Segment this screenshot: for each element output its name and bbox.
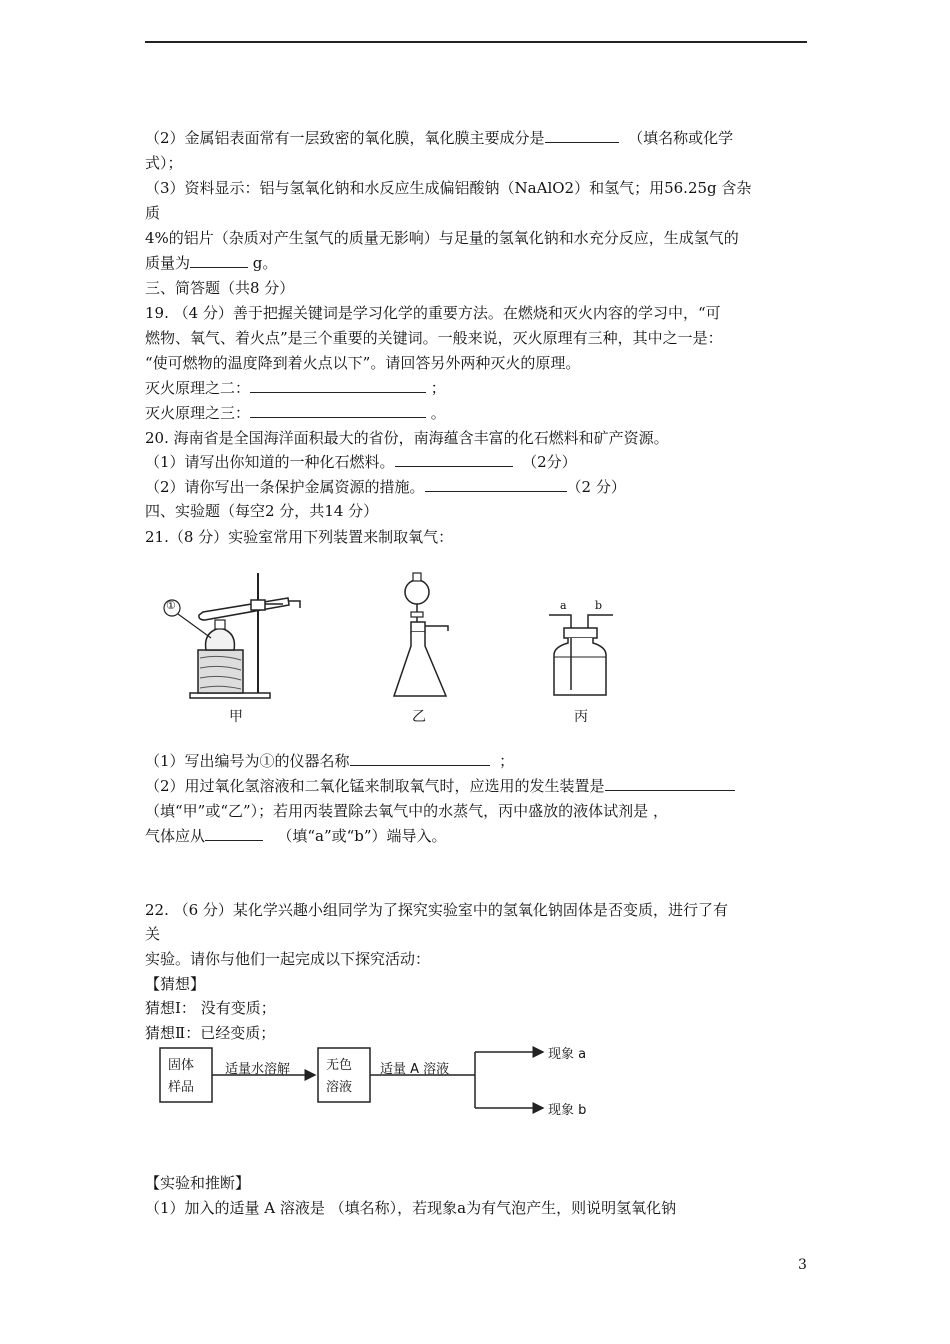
bing-label-a: a bbox=[560, 599, 567, 612]
q19-line1: 19. （4 分）善于把握关键词是学习化学的重要方法。在燃烧和灭火内容的学习中，“可 bbox=[145, 304, 721, 322]
q22-line3: 实验。请你与他们一起完成以下探究活动： bbox=[145, 950, 431, 968]
apparatus-jia bbox=[158, 568, 308, 703]
q19-line2: 燃物、氧气、着火点”是三个重要的关键词。一般来说，灭火原理有三种，其中之一是： bbox=[145, 329, 723, 347]
q21-p2-inlet-blank[interactable] bbox=[205, 826, 263, 841]
q21-p1-blank[interactable] bbox=[350, 751, 490, 766]
q22-line1: 22. （6 分）某化学兴趣小组同学为了探究实验室中的氢氧化钠固体是否变质，进行了有 bbox=[145, 901, 728, 919]
q18-p2-blank[interactable] bbox=[545, 128, 619, 143]
q19-a2-end: ； bbox=[430, 379, 446, 397]
q21-part2-line2: （填“甲”或“乙”）；若用丙装置除去氧气中的水蒸气，丙中盛放的液体试剂是 ， bbox=[145, 802, 668, 820]
q19-a2-blank[interactable] bbox=[250, 378, 426, 393]
q22-guess1: 猜想I： 没有变质； bbox=[145, 999, 276, 1017]
q20-p1-score: （2分） bbox=[522, 453, 577, 471]
flow-diagram bbox=[150, 1040, 610, 1120]
apparatus-jia-drawing bbox=[158, 568, 308, 703]
q19-line3: “使可燃物的温度降到着火点以下”。请回答另外两种灭火的原理。 bbox=[145, 354, 581, 372]
q18-p3-text: （3）资料显示：铝与氢氧化钠和水反应生成偏铝酸钠（NaAlO2）和氢气；用56.25g 含杂 bbox=[145, 179, 752, 197]
q18-p3-wrap: 质 bbox=[145, 204, 161, 222]
q18-part3-line3 bbox=[145, 228, 739, 248]
q18-part2-line2 bbox=[145, 153, 183, 173]
q21-part2-line3 bbox=[145, 826, 447, 846]
q19-a3-blank[interactable] bbox=[250, 403, 426, 418]
q18-part3-line4 bbox=[145, 253, 277, 273]
header-rule bbox=[145, 41, 807, 43]
q20-p1-blank[interactable] bbox=[395, 452, 513, 467]
q22-exp1: （1）加入的适量 A 溶液是 （填名称），若现象a为有气泡产生，则说明氢氧化钠 bbox=[145, 1199, 677, 1217]
q21-p1-text: （1）写出编号为①的仪器名称 bbox=[145, 752, 350, 770]
jia-marker: ① bbox=[166, 599, 176, 612]
caption-jia: 甲 bbox=[229, 709, 243, 725]
q20-line1: 20. 海南省是全国海洋面积最大的省份，南海蕴含丰富的化石燃料和矿产资源。 bbox=[145, 429, 669, 447]
q21-p1-end: ； bbox=[499, 752, 515, 770]
flow-box2-l1: 无色 bbox=[326, 1058, 353, 1073]
q22-guess2: 猜想Ⅱ：已经变质； bbox=[145, 1024, 276, 1042]
apparatus-bing-drawing bbox=[540, 595, 625, 700]
q21-p2-prefix: 气体应从 bbox=[145, 827, 206, 845]
flow-diagram-drawing bbox=[150, 1040, 610, 1120]
q20-p1-text: （1）请写出你知道的一种化石燃料。 bbox=[145, 453, 395, 471]
q21-p2-suffix: （填“a”或“b”）端导入。 bbox=[277, 827, 447, 845]
q19-a3-end: 。 bbox=[430, 404, 446, 422]
q18-p2-text: （2）金属铝表面常有一层致密的氧化膜，氧化膜主要成分是 bbox=[145, 129, 545, 147]
q21-part1 bbox=[145, 751, 514, 771]
q19-answer3 bbox=[145, 403, 446, 423]
q18-p3-prefix: 质量为 bbox=[145, 254, 191, 272]
q18-part2-line1 bbox=[145, 128, 733, 148]
q18-part3-line1 bbox=[145, 178, 751, 198]
q19-a3-label: 灭火原理之三： bbox=[145, 404, 251, 422]
q20-part2 bbox=[145, 477, 626, 497]
apparatus-yi bbox=[384, 568, 464, 703]
q21-p2-blank[interactable] bbox=[605, 776, 735, 791]
q18-p3-text2: 4%的铝片（杂质对产生氢气的质量无影响）与足量的氢氧化钠和水充分反应，生成氢气的 bbox=[145, 229, 739, 247]
caption-bing: 丙 bbox=[574, 709, 588, 725]
q19-answer2 bbox=[145, 378, 446, 398]
flow-result-b: 现象 b bbox=[548, 1103, 587, 1118]
q20-p2-blank[interactable] bbox=[425, 477, 567, 492]
q22-guess-heading: 【猜想】 bbox=[145, 975, 206, 993]
q21-p2-text: （2）用过氧化氢溶液和二氧化锰来制取氧气时，应选用的发生装置是 bbox=[145, 777, 605, 795]
q21-line1: 21.（8 分）实验室常用下列装置来制取氧气： bbox=[145, 528, 454, 546]
q20-part1 bbox=[145, 452, 577, 472]
q18-p2-hint: （填名称或化学 bbox=[628, 129, 734, 147]
flow-box2-l2: 溶液 bbox=[326, 1080, 353, 1095]
q22-exp-heading: 【实验和推断】 bbox=[145, 1174, 251, 1192]
q18-p2-end: 式）； bbox=[145, 154, 183, 172]
q21-part2-line1 bbox=[145, 776, 735, 796]
q20-p2-score: （2 分） bbox=[566, 478, 626, 496]
flow-arrow2-label: 适量 A 溶液 bbox=[380, 1062, 450, 1077]
q22-line2: 关 bbox=[145, 925, 161, 943]
q20-p2-text: （2）请你写出一条保护金属资源的措施。 bbox=[145, 478, 425, 496]
apparatus-yi-drawing bbox=[384, 568, 464, 703]
q18-p3-unit: g。 bbox=[252, 254, 278, 272]
q18-part3-line2 bbox=[145, 203, 160, 223]
section4-title: 四、实验题（每空2 分，共14 分） bbox=[145, 502, 379, 520]
section3-title: 三、简答题（共8 分） bbox=[145, 279, 295, 297]
flow-arrow1-label: 适量水溶解 bbox=[225, 1062, 291, 1077]
flow-box1-l1: 固体 bbox=[168, 1058, 195, 1073]
q19-a2-label: 灭火原理之二： bbox=[145, 379, 251, 397]
flow-result-a: 现象 a bbox=[548, 1047, 587, 1062]
q18-p3-blank[interactable] bbox=[190, 253, 248, 268]
page-number: 3 bbox=[798, 1257, 807, 1273]
apparatus-bing bbox=[540, 595, 625, 700]
flow-box1-l2: 样品 bbox=[168, 1080, 195, 1095]
bing-label-b: b bbox=[595, 599, 603, 612]
caption-yi: 乙 bbox=[412, 709, 426, 725]
